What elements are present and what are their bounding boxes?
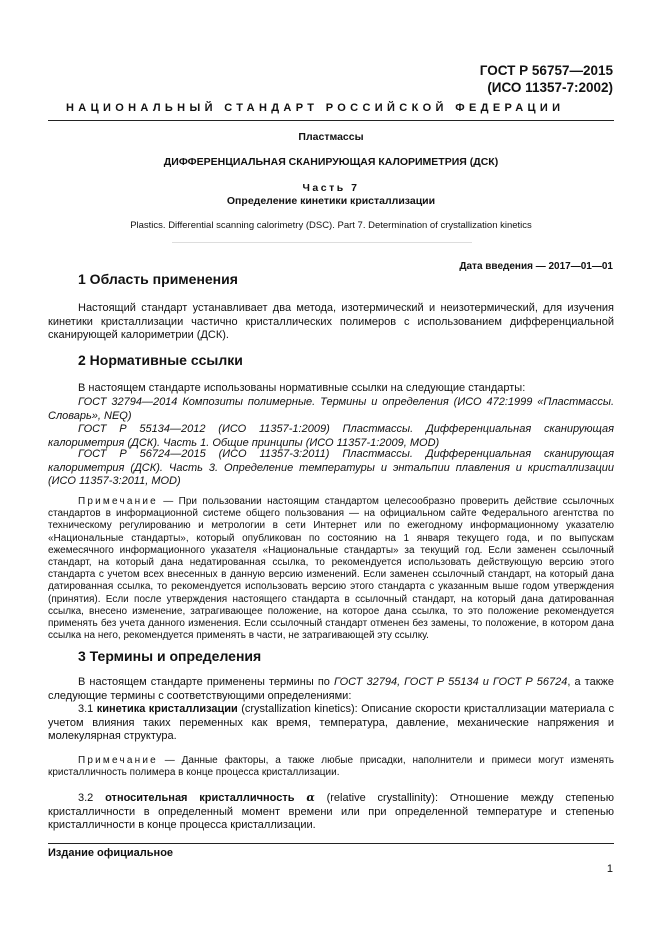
section-3-intro [48,676,614,703]
section-3-note [48,755,614,779]
edition-label: Издание официальное [48,847,174,859]
note-label: Примечание [78,755,158,766]
introduction-date: Дата введения — 2017—01—01 [459,261,613,272]
page-number: 1 [606,863,613,875]
term-3-2 [48,791,614,833]
header-rule [48,120,614,121]
footer-rule [48,843,614,844]
part-label: Часть 7 [302,182,360,194]
part-title: Определение кинетики кристаллизации [226,195,436,207]
term-3-2-number: 3.2 [78,792,106,804]
term-3-1 [48,703,614,744]
english-title: Plastics. Differential scanning calorimetry (DSC). Part 7. Determination of crystallization kinetics [130,220,532,231]
section-2-note [48,496,614,642]
term-3-1-term: кинетика кристаллизации [96,703,238,715]
iso-number: (ИСО 11357-7:2002) [487,80,613,95]
standard-number: ГОСТ Р 56757—2015 [479,63,613,78]
section-1-text: Настоящий стандарт устанавливает два метода, изотермический и неизотермический, для изучения кинетики кристаллизации частично кристаллических полимеров с использованием дифференциальной сканирующей калориметрии (ДСК). [48,302,614,341]
intro-text-b: , а также следующие термины с соответствующими определениями: [48,676,615,702]
document-group: Пластмассы [298,131,364,143]
term-3-1-definition: (crystallization kinetics): Описание скорости кристаллизации материала с учетом влияния таких переменных как время, температура, давление, механические напряжения и молекулярная структура. [48,703,614,742]
section-2-heading: 2 Нормативные ссылки [78,352,243,368]
section-1-heading: 1 Область применения [78,271,238,287]
title-rule [172,242,472,243]
document-main-title: ДИФФЕРЕНЦИАЛЬНАЯ СКАНИРУЮЩАЯ КАЛОРИМЕТРИЯ (ДСК) [163,156,499,168]
note-label: Примечание [78,496,158,507]
intro-refs: ГОСТ 32794, ГОСТ Р 55134 и ГОСТ Р 56724 [333,676,568,688]
national-standard-title: НАЦИОНАЛЬНЫЙ СТАНДАРТ РОССИЙСКОЙ ФЕДЕРАЦИИ [66,102,565,114]
intro-text-a: В настоящем стандарте применены термины по [78,676,334,688]
reference-1: ГОСТ 32794—2014 Композиты полимерные. Термины и определения (ИСО 472:1999 «Пластмассы. Словарь», NEQ) [48,396,614,422]
term-3-2-term: относительная кристалличность [105,792,295,804]
note-text: — Данные факторы, а также любые присадки, наполнители и примеси могут изменять кристалличность полимера в конце процесса кристаллизации. [48,755,614,779]
reference-3: ГОСТ Р 56724—2015 (ИСО 11357-3:2011) Пластмассы. Дифференциальная сканирующая калориметрия (ДСК). Часть 3. Определение температуры и энтальпии плавления и кристаллизации (ИСО 11357-3:2011, MOD) [48,448,614,487]
alpha-symbol: α [306,791,315,804]
section-3-heading: 3 Термины и определения [78,648,262,664]
term-3-1-number: 3.1 [78,703,97,715]
note-text: — При пользовании настоящим стандартом целесообразно проверить действие ссылочных стандартов в информационной системе общего пользования — на официальном сайте Федерального агентства по техническому регулированию и метрологии в сети Интернет или по ежегодному информационному указателю «Национальные стандарты», который опубликован по состоянию на 1 января текущего года, и по выпускам ежемесячного информационного указателя «Национальные стандарты» за текущий год. Если заменен ссылочный стандарт, на который дана недатированная ссылка, то рекомендуется использовать действующую версию этого стандарта с учетом всех внесенных в данную версию изменений. Если заменен ссылочный стандарт, на который дана датированная ссылка, то рекомендуется использовать версию этого стандарта с указанным выше годом утверждения (принятия). Если после утверждения настоящего стандарта в ссылочный стандарт, на который дана датированная ссылка, внесено изменение, затрагивающее положение, на которое дана ссылка, то это положение рекомендуется применять без учета данного изменения. Если ссылочный стандарт отменен без замены, то положение, в котором дана ссылка на него, рекомендуется применять в части, не затрагивающей эту ссылку. [48,496,614,642]
section-2-intro: В настоящем стандарте использованы нормативные ссылки на следующие стандарты: [78,382,526,394]
term-3-2-definition: (relative crystallinity): Отношение между степенью кристалличности в определенный момент времени или при определенной температуре и степенью кристалличности в конце процесса кристаллизации. [48,792,614,831]
reference-2: ГОСТ Р 55134—2012 (ИСО 11357-1:2009) Пластмассы. Дифференциальная сканирующая калориметрия (ДСК). Часть 1. Общие принципы (ИСО 11357-1:2009, MOD) [48,423,614,449]
